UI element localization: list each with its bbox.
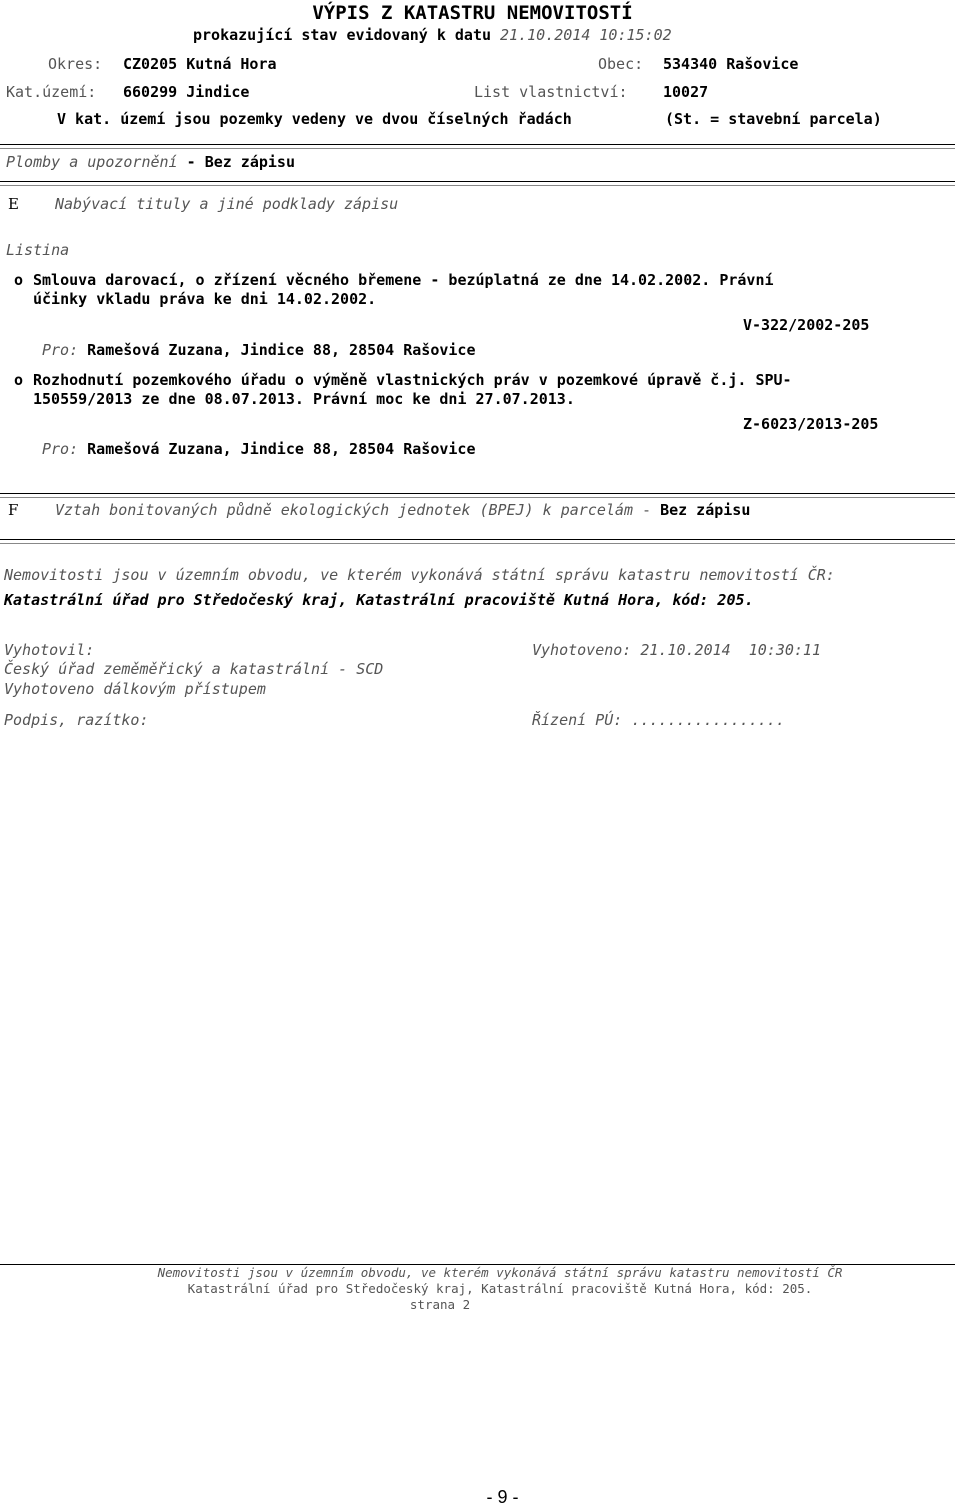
page-number: - 9 -: [486, 1487, 519, 1507]
obec-label: Obec:: [598, 55, 644, 73]
vyhotovil-value: Český úřad zeměměřický a katastrální - SCD: [4, 660, 384, 678]
section-f-letter: F: [8, 501, 19, 519]
subtitle: [193, 26, 672, 44]
plomby-dash: -: [186, 153, 196, 171]
listina-item-1-line2: účinky vkladu práva ke dni 14.02.2002.: [33, 290, 377, 308]
listina-item-1-bullet: o: [14, 271, 24, 289]
section-f-rule-bottom2: [0, 543, 955, 544]
section-e-title: Nabývací tituly a jiné podklady zápisu: [55, 195, 399, 213]
subtitle-label: prokazující stav evidovaný k datu: [193, 26, 492, 44]
vyhotoveno-label: Vyhotoveno:: [532, 641, 632, 659]
pro-label: Pro:: [42, 440, 79, 458]
plomby-value: Bez zápisu: [204, 153, 295, 171]
listina-label: Listina: [6, 241, 70, 259]
section-f-rule-bottom: [0, 539, 955, 540]
okres-label: Okres:: [48, 55, 103, 73]
rizeni-value: .................: [631, 711, 785, 729]
section-f-dash: -: [642, 501, 652, 519]
vyhotoveno-method: Vyhotoveno dálkovým přístupem: [4, 680, 266, 698]
rizeni-row: [532, 711, 785, 729]
section-f-rule-top: [0, 493, 955, 494]
cadastre-note-right: (St. = stavební parcela): [665, 110, 882, 128]
vyhotovil-label: Vyhotovil:: [4, 641, 95, 659]
listina-item-2-line2: 150559/2013 ze dne 08.07.2013. Právní moc ke dni 27.07.2013.: [33, 390, 575, 408]
section-f-title: Vztah bonitovaných půdně ekologických jednotek (BPEJ) k parcelám: [55, 501, 633, 519]
vyhotoveno-value: 21.10.2014 10:30:11: [640, 641, 821, 659]
section-f-rule-top2: [0, 497, 955, 498]
plomby-rule-top: [0, 181, 955, 182]
footer-line1: Nemovitosti jsou v územním obvodu, ve kterém vykonává státní správu katastru nemovitostí ČR: [157, 1265, 843, 1280]
rizeni-label: Řízení PÚ:: [532, 711, 623, 729]
lv-value: 10027: [663, 83, 709, 101]
katuzemi-value: 660299 Jindice: [123, 83, 250, 101]
katuzemi-label: Kat.území:: [6, 83, 97, 101]
footer-line2: Katastrální úřad pro Středočeský kraj, Katastrální pracoviště Kutná Hora, kód: 205.: [187, 1281, 813, 1296]
section-e-letter: E: [8, 195, 19, 213]
vyhotoveno-row: [532, 641, 821, 659]
podpis-label: Podpis, razítko:: [4, 711, 149, 729]
listina-item-2-ref: Z-6023/2013-205: [743, 415, 879, 433]
obec-value: 534340 Rašovice: [663, 55, 799, 73]
listina-item-1-ref: V-322/2002-205: [743, 316, 870, 334]
office-line2: Katastrální úřad pro Středočeský kraj, Katastrální pracoviště Kutná Hora, kód: 205.: [4, 591, 754, 609]
section-f-row: [55, 501, 750, 519]
cadastre-note: V kat. území jsou pozemky vedeny ve dvou číselných řadách: [57, 110, 572, 128]
listina-item-2-line1: Rozhodnutí pozemkového úřadu o výměně vlastnických práv v pozemkové úpravě č.j. SPU-: [33, 371, 792, 389]
plomby-label: Plomby a upozornění: [6, 153, 178, 171]
section-f-value: Bez zápisu: [660, 501, 751, 519]
okres-value: CZ0205 Kutná Hora: [123, 55, 277, 73]
lv-label: List vlastnictví:: [474, 83, 628, 101]
listina-item-2-pro: [42, 440, 475, 458]
office-line1: Nemovitosti jsou v územním obvodu, ve kterém vykonává státní správu katastru nemovitostí ČR:: [4, 566, 835, 584]
plomby-rule-bottom: [0, 185, 955, 186]
pro-value: Ramešová Zuzana, Jindice 88, 28504 Rašovice: [87, 341, 476, 359]
listina-item-1-line1: Smlouva darovací, o zřízení věcného břemene - bezúplatná ze dne 14.02.2002. Právní: [33, 271, 774, 289]
header-rule-bottom: [0, 148, 955, 149]
listina-item-2-bullet: o: [14, 371, 24, 389]
subtitle-date: 21.10.2014 10:15:02: [500, 26, 672, 44]
pro-label: Pro:: [42, 341, 79, 359]
header-rule-top: [0, 144, 955, 145]
document-title: VÝPIS Z KATASTRU NEMOVITOSTÍ: [312, 2, 633, 24]
listina-item-1-pro: [42, 341, 475, 359]
plomby-row: [6, 153, 295, 171]
footer-page: strana 2: [409, 1297, 471, 1312]
pro-value: Ramešová Zuzana, Jindice 88, 28504 Rašovice: [87, 440, 476, 458]
